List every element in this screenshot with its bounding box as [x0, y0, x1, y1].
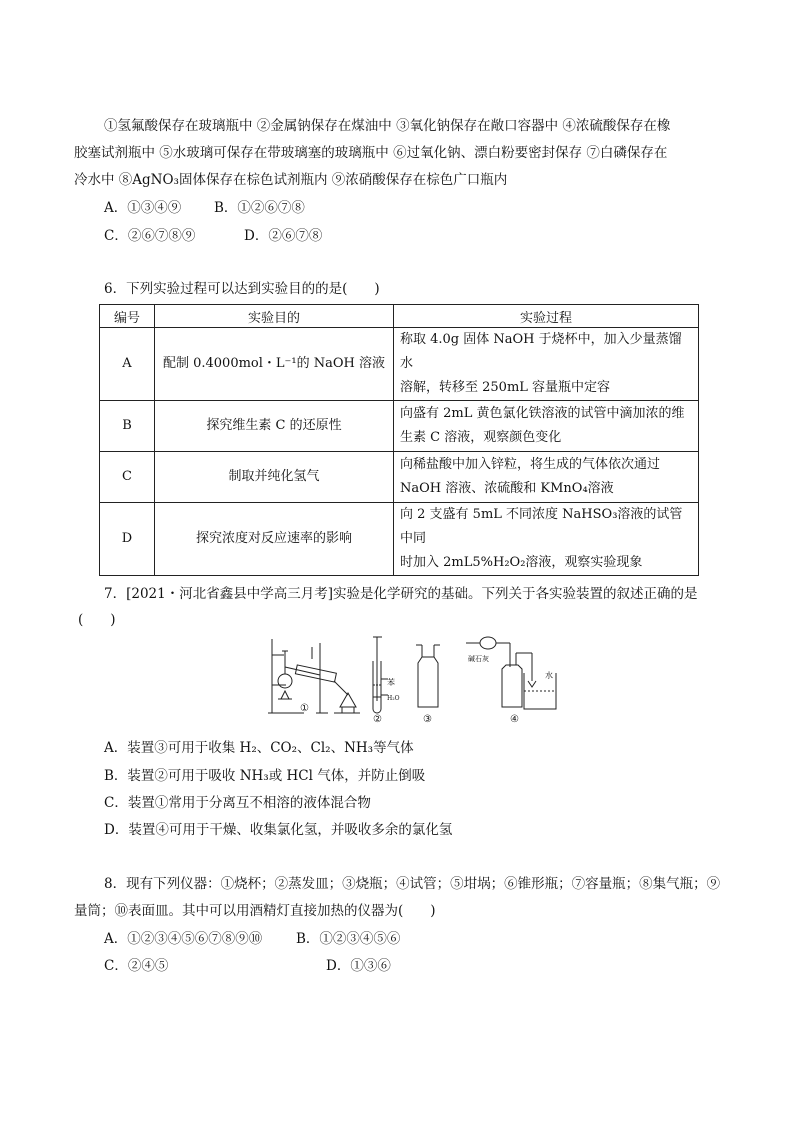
q5-option-d[interactable]: D．②⑥⑦⑧: [244, 228, 323, 244]
q8-stem-line-2: 量筒；⑩表面皿。其中可以用酒精灯直接加热的仪器为( ): [74, 903, 436, 919]
q5-option-a[interactable]: A．①③④⑨: [104, 200, 182, 216]
row-process: 向盛有 2mL 黄色氯化铁溶液的试管中滴加浓的维 生素 C 溶液，观察颜色变化: [394, 401, 699, 452]
label-benzene: 苯: [387, 678, 395, 687]
label-apparatus-3: ③: [423, 714, 432, 723]
q7-stem: 7．[2021・河北省鑫县中学高三月考]实验是化学研究的基础。下列关于各实验装置的叙述正确的是: [104, 586, 698, 602]
distillation-apparatus-icon: [268, 639, 360, 713]
label-soda-lime: 碱石灰: [468, 655, 489, 663]
q8-option-b[interactable]: B．①②③④⑤⑥: [296, 931, 401, 947]
q5-statement-line-2: 胶塞试剂瓶中 ⑤水玻璃可保存在带玻璃塞的玻璃瓶中 ⑥过氧化钠、漂白粉要密封保存 ⑦白磷保存在: [74, 145, 668, 161]
row-goal: 探究维生素 C 的还原性: [155, 401, 394, 452]
row-id: A: [100, 328, 155, 401]
table-row: [100, 452, 699, 503]
q5-statement-line-3: 冷水中 ⑧AgNO₃固体保存在棕色试剂瓶内 ⑨浓硝酸保存在棕色广口瓶内: [74, 172, 508, 188]
drying-collection-absorption-icon: [466, 637, 556, 709]
q8-option-c[interactable]: C．②④⑤: [104, 958, 169, 974]
row-process: 向稀盐酸中加入锌粒，将生成的气体依次通过 NaOH 溶液、浓硫酸和 KMnO₄溶液: [394, 452, 699, 503]
q7-option-d[interactable]: D．装置④可用于干燥、收集氯化氢，并吸收多余的氯化氢: [104, 822, 453, 838]
row-process: 称取 4.0g 固体 NaOH 于烧杯中，加入少量蒸馏水 溶解，转移至 250mL 容量瓶中定容: [394, 328, 699, 401]
row-goal: 探究浓度对反应速率的影响: [155, 503, 394, 576]
q5-option-b[interactable]: B．①②⑥⑦⑧: [214, 200, 305, 216]
experiment-table: [99, 304, 699, 576]
table-row: [100, 401, 699, 452]
table-header-row: [100, 305, 699, 328]
row-process: 向 2 支盛有 5mL 不同浓度 NaHSO₃溶液的试管中同 时加入 2mL5%H₂O₂溶液，观察实验现象: [394, 503, 699, 576]
row-id: B: [100, 401, 155, 452]
row-goal: 配制 0.4000mol・L⁻¹的 NaOH 溶液: [155, 328, 394, 401]
gas-collection-bottle-icon: [416, 645, 440, 707]
row-id: D: [100, 503, 155, 576]
header-id: 编号: [100, 305, 155, 328]
table-row: [100, 328, 699, 401]
q7-answer-paren: ( ): [78, 612, 116, 628]
q8-stem-line-1: 8．现有下列仪器：①烧杯；②蒸发皿；③烧瓶；④试管；⑤坩埚；⑥锥形瓶；⑦容量瓶；⑧集气瓶；⑨: [104, 876, 721, 892]
q7-option-a[interactable]: A．装置③可用于收集 H₂、CO₂、Cl₂、NH₃等气体: [104, 740, 414, 756]
q7-option-b[interactable]: B．装置②可用于吸收 NH₃或 HCl 气体，并防止倒吸: [104, 768, 426, 784]
header-process: 实验过程: [394, 305, 699, 328]
gas-absorption-tube-icon: [373, 637, 388, 713]
q8-option-d[interactable]: D．①③⑥: [326, 958, 391, 974]
lab-apparatus-figure: [260, 633, 560, 723]
q5-statement-line-1: ①氢氟酸保存在玻璃瓶中 ②金属钠保存在煤油中 ③氧化钠保存在敞口容器中 ④浓硫酸保存在橡: [104, 118, 671, 134]
q6-stem: 6．下列实验过程可以达到实验目的的是( ): [104, 281, 380, 297]
label-water: 水: [545, 671, 553, 680]
q7-option-c[interactable]: C．装置①常用于分离互不相溶的液体混合物: [104, 795, 371, 811]
label-apparatus-1: ①: [300, 703, 309, 714]
q8-option-a[interactable]: A．①②③④⑤⑥⑦⑧⑨⑩: [104, 931, 263, 947]
q5-option-c[interactable]: C．②⑥⑦⑧⑨: [104, 228, 196, 244]
table-row: [100, 503, 699, 576]
row-id: C: [100, 452, 155, 503]
label-apparatus-4: ④: [510, 714, 519, 723]
label-apparatus-2: ②: [373, 714, 382, 723]
label-water-formula: H₂O: [387, 695, 400, 702]
header-goal: 实验目的: [155, 305, 394, 328]
row-goal: 制取并纯化氢气: [155, 452, 394, 503]
